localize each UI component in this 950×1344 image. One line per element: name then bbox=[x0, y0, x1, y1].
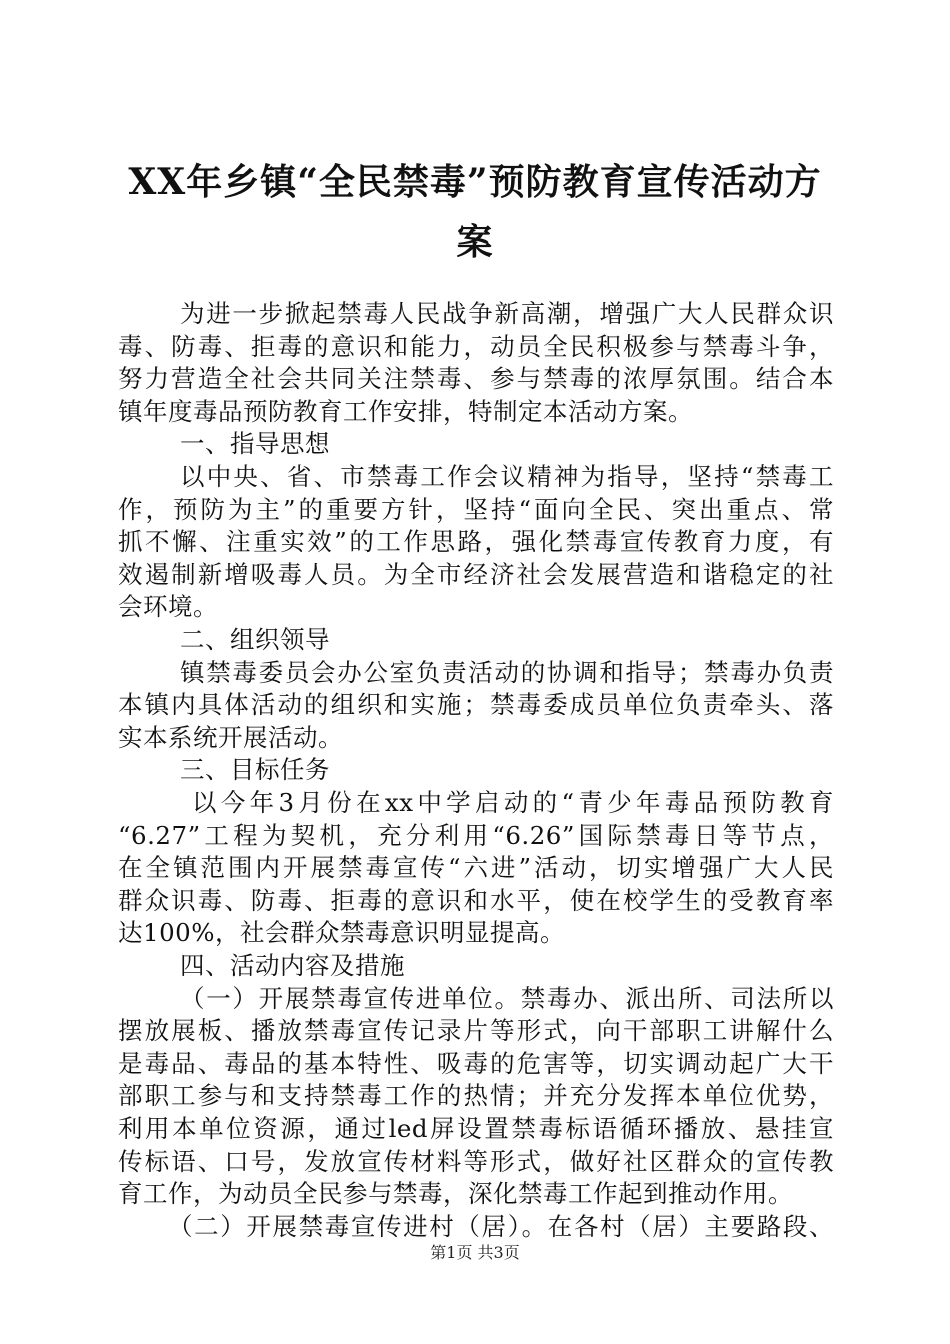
body-line: 达100%，社会群众禁毒意识明显提高。 bbox=[118, 918, 566, 947]
body-line: 部职工参与和支持禁毒工作的热情；并充分发挥本单位优势， bbox=[118, 1081, 834, 1110]
body-line: 利用本单位资源，通过led屏设置禁毒标语循环播放、悬挂宣 bbox=[118, 1114, 834, 1143]
document-title-line-1: XX年乡镇“全民禁毒”预防教育宣传活动方 bbox=[128, 161, 822, 203]
body-line: 育工作，为动员全民参与禁毒，深化禁毒工作起到推动作用。 bbox=[118, 1179, 793, 1208]
body-line: 毒、防毒、拒毒的意识和能力，动员全民积极参与禁毒斗争， bbox=[118, 332, 834, 361]
body-line: 会环境。 bbox=[118, 592, 218, 621]
body-line: 以今年3月份在xx中学启动的“青少年毒品预防教育 bbox=[192, 788, 834, 817]
body-line: 三、目标任务 bbox=[180, 755, 330, 784]
body-line: （二）开展禁毒宣传进村（居）。在各村（居）主要路段、 bbox=[168, 1212, 834, 1241]
body-line: 镇年度毒品预防教育工作安排，特制定本活动方案。 bbox=[118, 397, 693, 426]
document-title-line-2: 案 bbox=[456, 221, 494, 263]
body-line: 群众识毒、防毒、拒毒的意识和水平，使在校学生的受教育率 bbox=[118, 886, 834, 915]
body-line: 二、组织领导 bbox=[180, 625, 330, 654]
body-line: 抓不懈、注重实效”的工作思路，强化禁毒宣传教育力度，有 bbox=[118, 527, 834, 556]
body-line: 传标语、口号，发放宣传材料等形式，做好社区群众的宣传教 bbox=[118, 1147, 834, 1176]
body-line: 在全镇范围内开展禁毒宣传“六进”活动，切实增强广大人民 bbox=[118, 853, 834, 882]
body-line: 效遏制新增吸毒人员。为全市经济社会发展营造和谐稳定的社 bbox=[118, 560, 834, 589]
body-line: 为进一步掀起禁毒人民战争新高潮，增强广大人民群众识 bbox=[180, 299, 834, 328]
body-line: 镇禁毒委员会办公室负责活动的协调和指导；禁毒办负责 bbox=[180, 658, 834, 687]
body-line: 一、指导思想 bbox=[180, 429, 330, 458]
body-line: （一）开展禁毒宣传进单位。禁毒办、派出所、司法所以 bbox=[180, 984, 834, 1013]
body-line: 本镇内具体活动的组织和实施；禁毒委成员单位负责牵头、落 bbox=[118, 690, 834, 719]
body-line: 作，预防为主”的重要方针，坚持“面向全民、突出重点、常 bbox=[118, 495, 834, 524]
page-footer: 第1页 共3页 bbox=[430, 1243, 520, 1262]
body-line: 四、活动内容及措施 bbox=[180, 951, 405, 980]
body-line: 摆放展板、播放禁毒宣传记录片等形式，向干部职工讲解什么 bbox=[118, 1016, 834, 1045]
body-line: 努力营造全社会共同关注禁毒、参与禁毒的浓厚氛围。结合本 bbox=[118, 364, 834, 393]
body-line: 实本系统开展活动。 bbox=[118, 723, 343, 752]
body-line: 是毒品、毒品的基本特性、吸毒的危害等，切实调动起广大干 bbox=[118, 1049, 834, 1078]
body-line: 以中央、省、市禁毒工作会议精神为指导，坚持“禁毒工 bbox=[180, 462, 834, 491]
body-line: “6.27”工程为契机，充分利用“6.26”国际禁毒日等节点， bbox=[118, 821, 834, 850]
